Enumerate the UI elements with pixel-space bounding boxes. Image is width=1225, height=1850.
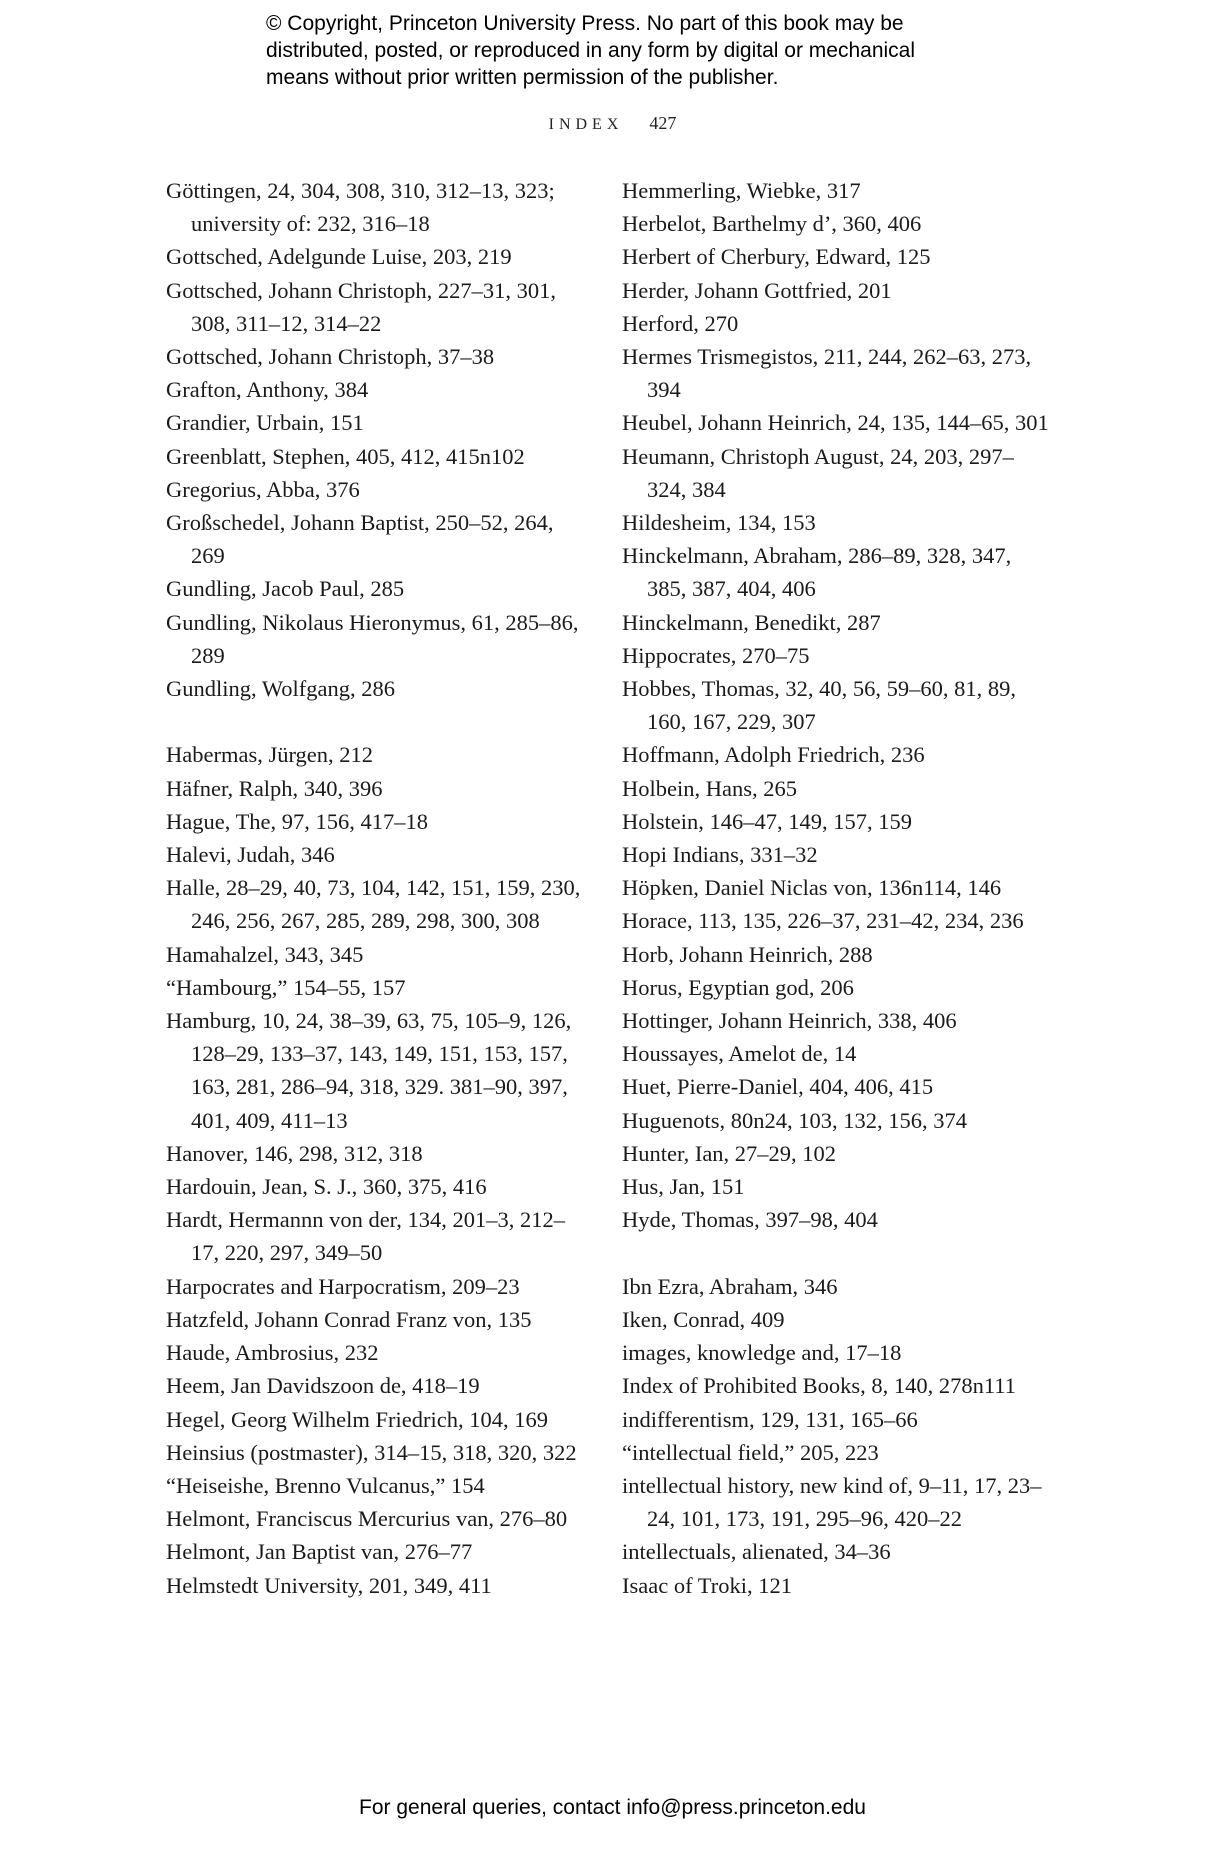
index-entry: Hamburg, 10, 24, 38–39, 63, 75, 105–9, 126, 128–29, 133–37, 143, 149, 151, 153, 157, 163, 281, 286–94, 318, 329. 381–90, 397, 401, 409, 411–13: [166, 1008, 572, 1133]
index-entry: Hamahalzel, 343, 345: [166, 941, 364, 967]
index-entry: images, knowledge and, 17–18: [622, 1340, 902, 1366]
index-entry: Höpken, Daniel Niclas von, 136n114, 146: [622, 875, 1002, 901]
index-entry: Hardt, Hermannn von der, 134, 201–3, 212–17, 220, 297, 349–50: [166, 1207, 566, 1266]
index-entry: Großschedel, Johann Baptist, 250–52, 264, 269: [166, 510, 554, 569]
index-entry: Holstein, 146–47, 149, 157, 159: [622, 808, 912, 834]
index-entry: Hyde, Thomas, 397–98, 404: [622, 1207, 878, 1233]
copyright-line: distributed, posted, or reproduced in any form by digital or mechanical: [266, 39, 916, 62]
index-entry: intellectual history, new kind of, 9–11, 17, 23–24, 101, 173, 191, 295–96, 420–22: [622, 1472, 1042, 1532]
index-entry: Göttingen, 24, 304, 308, 310, 312–13, 323; university of: 232, 316–18: [166, 178, 555, 237]
index-entry: “Heiseishe, Brenno Vulcanus,” 154: [166, 1472, 485, 1498]
index-entry: Herbelot, Barthelmy d’, 360, 406: [622, 211, 922, 237]
running-head: [0, 113, 1225, 134]
index-column-left: [166, 174, 586, 1602]
index-entry: Hildesheim, 134, 153: [622, 510, 816, 536]
index-entry: Hunter, Ian, 27–29, 102: [622, 1140, 837, 1166]
index-group-h: [166, 738, 586, 1601]
index-entry: Grandier, Urbain, 151: [166, 410, 364, 436]
index-entry: Habermas, Jürgen, 212: [166, 742, 374, 768]
index-entry: Halle, 28–29, 40, 73, 104, 142, 151, 159, 230, 246, 256, 267, 285, 289, 298, 300, 308: [166, 875, 581, 934]
index-entry: Hinckelmann, Benedikt, 287: [622, 609, 881, 635]
index-entry: indifferentism, 129, 131, 165–66: [622, 1406, 918, 1432]
index-entry: Hippocrates, 270–75: [622, 642, 810, 668]
index-entry: intellectuals, alienated, 34–36: [622, 1539, 891, 1565]
index-entry: Haude, Ambrosius, 232: [166, 1340, 379, 1366]
index-entry: Gottsched, Johann Christoph, 227–31, 301, 308, 311–12, 314–22: [166, 277, 556, 336]
index-entry: “Hambourg,” 154–55, 157: [166, 974, 406, 1000]
index-column-right: [622, 174, 1052, 1602]
index-entry: Hus, Jan, 151: [622, 1174, 745, 1200]
copyright-notice: [266, 10, 1026, 91]
index-entry: Huguenots, 80n24, 103, 132, 156, 374: [622, 1107, 967, 1133]
index-entry: Horb, Johann Heinrich, 288: [622, 941, 873, 967]
index-entry: Iken, Conrad, 409: [622, 1306, 785, 1332]
index-entry: Heinsius (postmaster), 314–15, 318, 320, 322: [166, 1439, 577, 1465]
index-entry: Grafton, Anthony, 384: [166, 377, 369, 403]
index-entry: Hatzfeld, Johann Conrad Franz von, 135: [166, 1306, 532, 1332]
index-entry: Helmont, Franciscus Mercurius van, 276–80: [166, 1506, 568, 1532]
section-gap: [166, 705, 586, 738]
index-entry: Hottinger, Johann Heinrich, 338, 406: [622, 1008, 957, 1034]
index-entry: Hague, The, 97, 156, 417–18: [166, 808, 429, 834]
index-entry: Horace, 113, 135, 226–37, 231–42, 234, 236: [622, 908, 1024, 934]
running-head-label: INDEX: [548, 116, 624, 133]
index-entry: Gundling, Wolfgang, 286: [166, 676, 396, 702]
index-entry: Index of Prohibited Books, 8, 140, 278n111: [622, 1373, 1016, 1399]
index-entry: Gundling, Nikolaus Hieronymus, 61, 285–86, 289: [166, 609, 579, 668]
page-number: 427: [649, 113, 677, 133]
index-entry: Gottsched, Johann Christoph, 37–38: [166, 344, 495, 370]
index-entry: Hemmerling, Wiebke, 317: [622, 178, 861, 203]
index-entry: Helmont, Jan Baptist van, 276–77: [166, 1539, 473, 1565]
index-entry: Hopi Indians, 331–32: [622, 842, 818, 868]
index-entry: Herford, 270: [622, 310, 739, 336]
copyright-line: means without prior written permission of the publisher.: [266, 66, 779, 89]
index-entry: Herder, Johann Gottfried, 201: [622, 277, 892, 303]
index-group-g: [166, 174, 586, 705]
index-entry: Hardouin, Jean, S. J., 360, 375, 416: [166, 1174, 487, 1200]
index-entry: Greenblatt, Stephen, 405, 412, 415n102: [166, 443, 525, 469]
index-entry: Huet, Pierre-Daniel, 404, 406, 415: [622, 1074, 934, 1100]
index-entry: Ibn Ezra, Abraham, 346: [622, 1273, 838, 1299]
index-entry: Herbert of Cherbury, Edward, 125: [622, 244, 931, 270]
footer-contact: For general queries, contact info@press.princeton.edu: [359, 1796, 866, 1819]
copyright-line: © Copyright, Princeton University Press. No part of this book may be: [266, 12, 904, 35]
index-entry: Hegel, Georg Wilhelm Friedrich, 104, 169: [166, 1406, 548, 1432]
index-entry: Hoffmann, Adolph Friedrich, 236: [622, 742, 925, 768]
index-entry: “intellectual field,” 205, 223: [622, 1439, 879, 1465]
index-entry: Halevi, Judah, 346: [166, 842, 335, 868]
index-group-h-continued: [622, 174, 1052, 1237]
index-entry: Gregorius, Abba, 376: [166, 476, 360, 502]
index-entry: Houssayes, Amelot de, 14: [622, 1041, 857, 1067]
index-entry: Heem, Jan Davidszoon de, 418–19: [166, 1373, 480, 1399]
index-entry: Harpocrates and Harpocratism, 209–23: [166, 1273, 520, 1299]
index-entry: Hobbes, Thomas, 32, 40, 56, 59–60, 81, 89, 160, 167, 229, 307: [622, 676, 1016, 735]
index-entry: Hermes Trismegistos, 211, 244, 262–63, 273, 394: [622, 344, 1032, 403]
index-entry: Häfner, Ralph, 340, 396: [166, 775, 383, 801]
section-gap: [622, 1237, 1052, 1270]
index-entry: Hinckelmann, Abraham, 286–89, 328, 347, 385, 387, 404, 406: [622, 543, 1012, 602]
index-entry: Gundling, Jacob Paul, 285: [166, 576, 405, 602]
index-entry: Horus, Egyptian god, 206: [622, 974, 854, 1000]
index-entry: Heumann, Christoph August, 24, 203, 297–324, 384: [622, 443, 1014, 502]
index-entry: Gottsched, Adelgunde Luise, 203, 219: [166, 244, 512, 270]
index-entry: Isaac of Troki, 121: [622, 1572, 792, 1598]
index-entry: Helmstedt University, 201, 349, 411: [166, 1572, 492, 1598]
index-entry: Heubel, Johann Heinrich, 24, 135, 144–65, 301: [622, 410, 1049, 436]
index-group-i: [622, 1270, 1052, 1602]
index-entry: Holbein, Hans, 265: [622, 775, 797, 801]
index-entry: Hanover, 146, 298, 312, 318: [166, 1140, 423, 1166]
